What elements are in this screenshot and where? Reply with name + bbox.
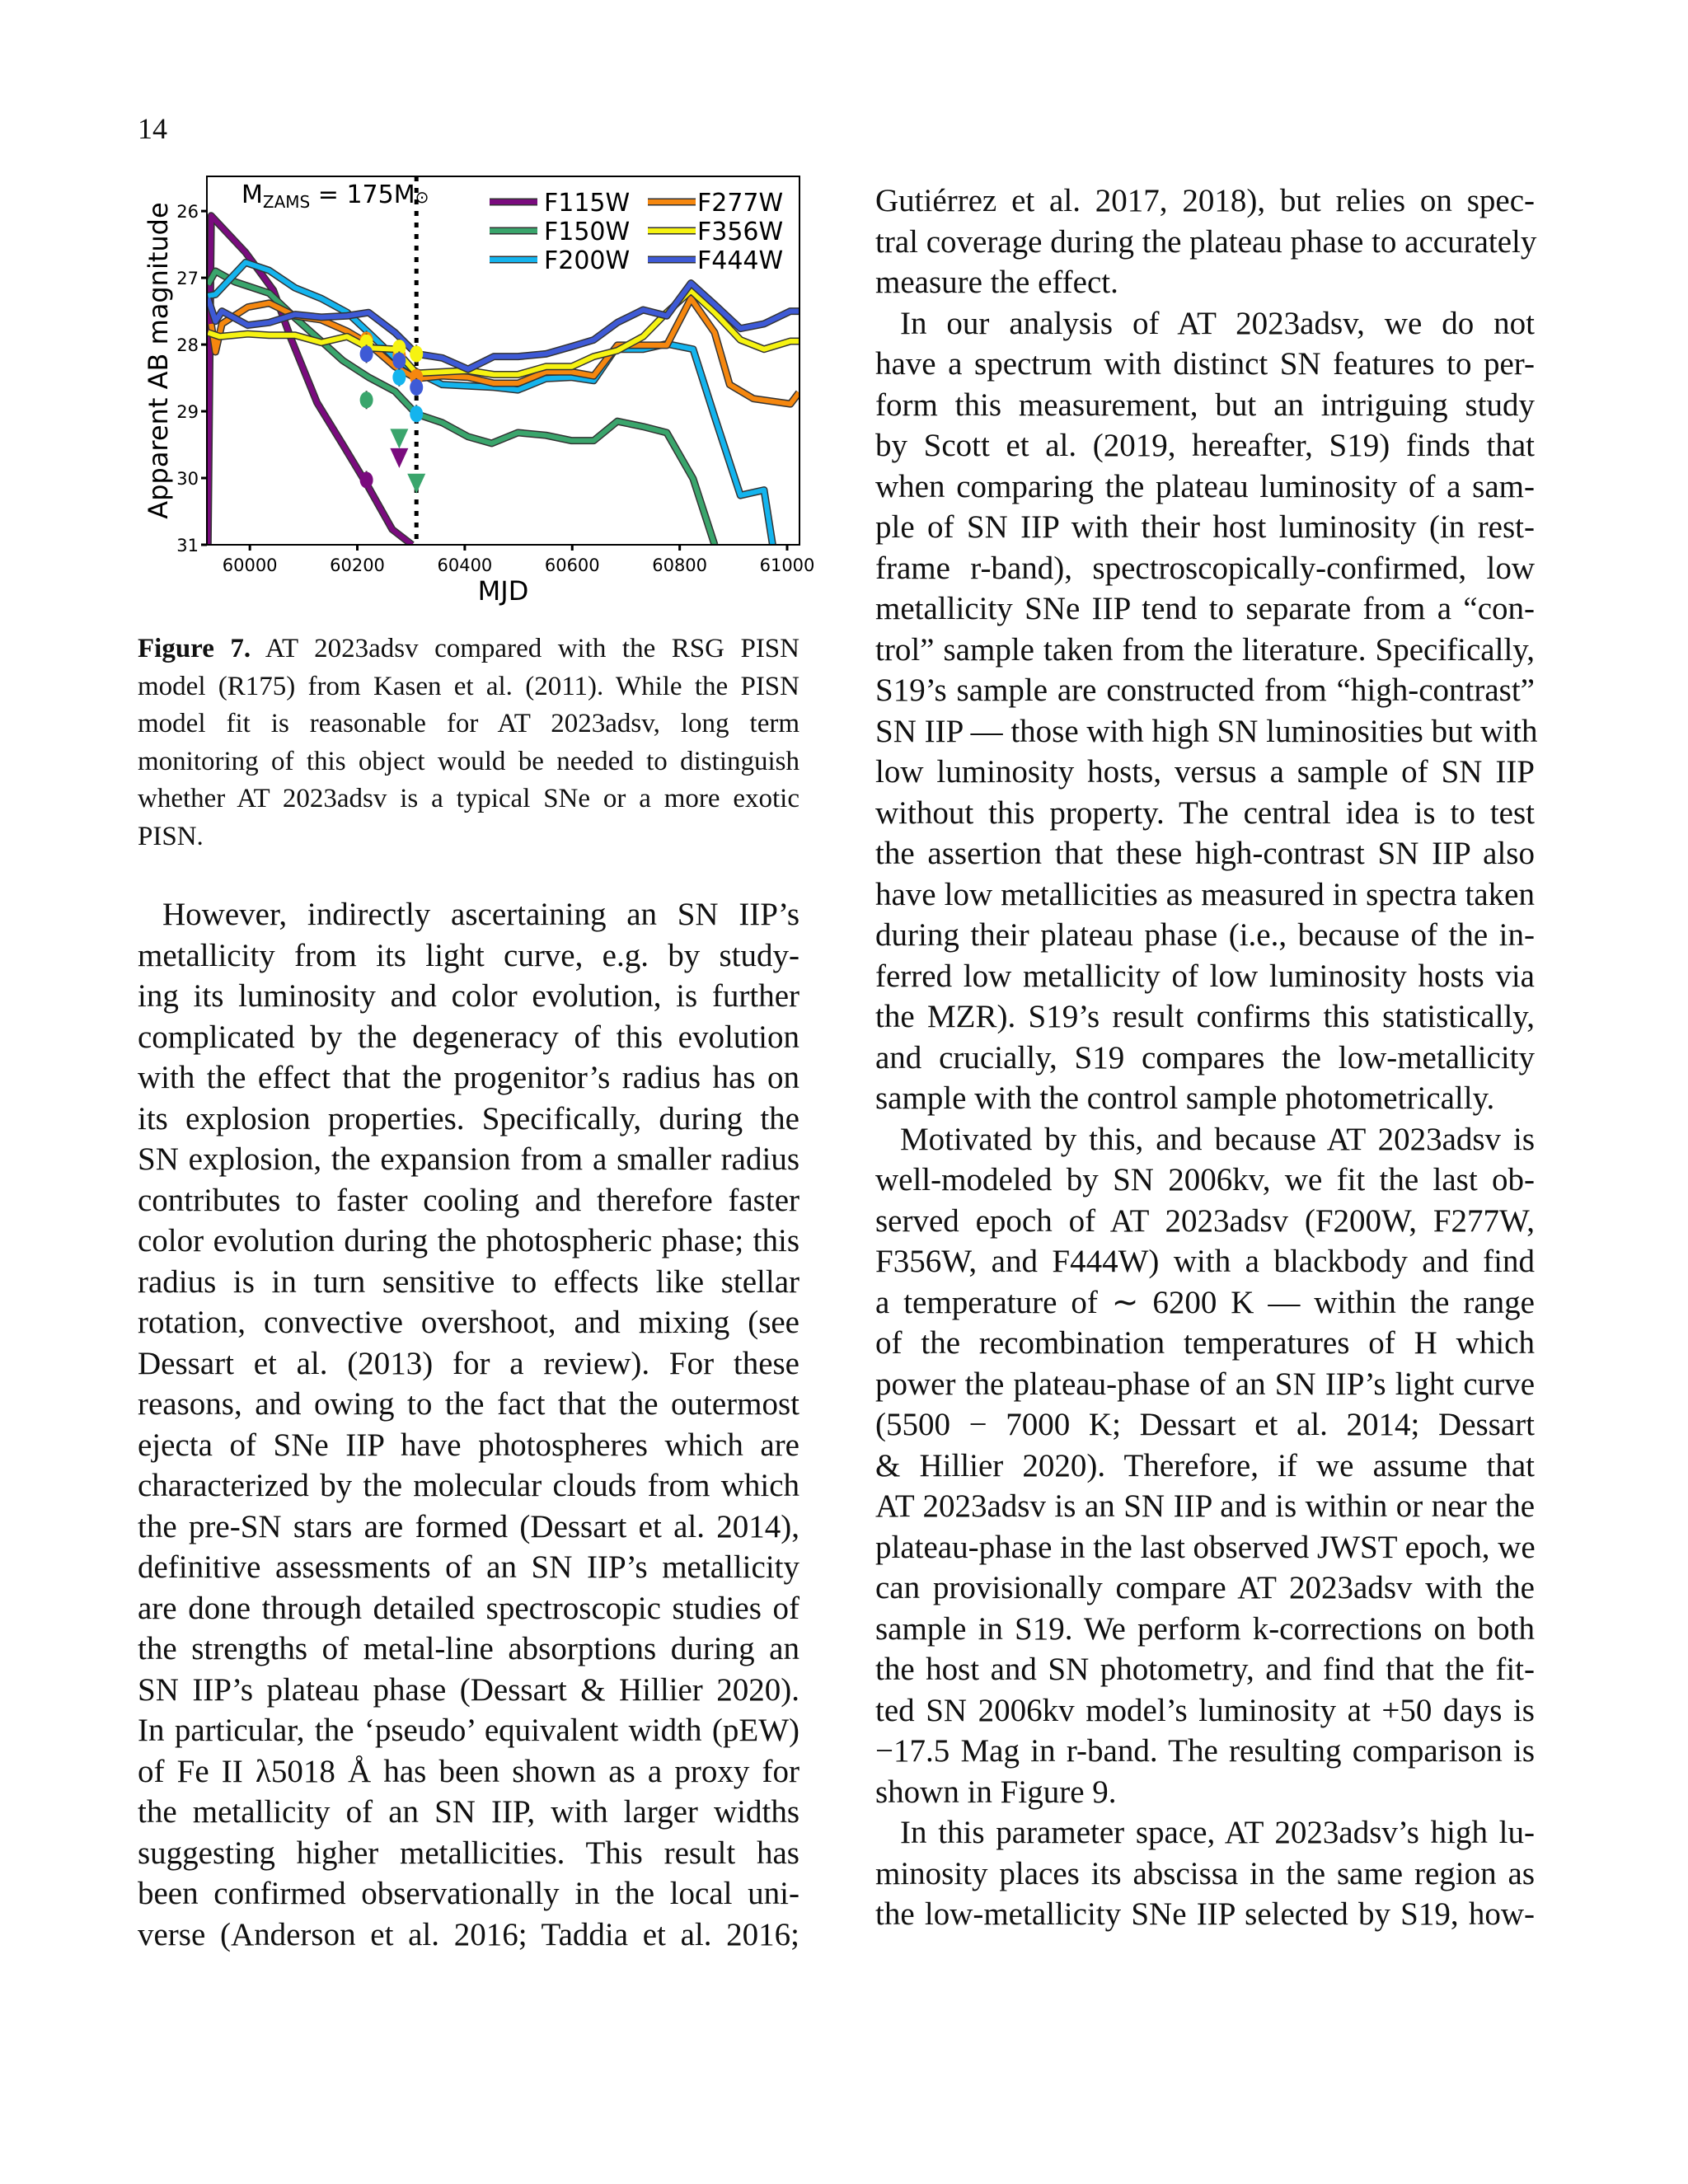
caption-line — [138, 818, 799, 856]
figure-caption — [138, 630, 799, 856]
legend-label-F115W: F115W — [544, 189, 631, 218]
text-line: tral coverage during the plateau phase to accurately — [875, 223, 1537, 260]
annotation-part: ZAMS — [262, 192, 311, 212]
text-line: and crucially, S19 compares the low-metallicity — [875, 1039, 1535, 1076]
text-line: power the plateau-phase of an SN IIP’s light curve — [875, 1366, 1535, 1402]
text-line: form this measurement, but an intriguing study — [875, 387, 1535, 423]
y-tick-label: 28 — [176, 335, 199, 356]
x-tick-label: 60000 — [222, 555, 278, 575]
y-tick-label: 31 — [176, 536, 199, 555]
legend-label-F444W: F444W — [697, 246, 784, 275]
text-line: SN IIP’s plateau phase (Dessart & Hillier 2020). — [138, 1671, 799, 1708]
text-line: metallicity SNe IIP tend to separate from a “con- — [875, 591, 1535, 626]
text-line: radius is in turn sensitive to effects like stellar — [138, 1263, 799, 1300]
text-line: F356W, and F444W) with a blackbody and find — [875, 1244, 1535, 1279]
x-tick-label: 60800 — [652, 555, 708, 575]
text-line: contributes to faster cooling and therefore faster — [138, 1182, 799, 1218]
text-line: minosity places its abscissa in the same region as — [875, 1855, 1535, 1891]
caption-line — [138, 780, 799, 818]
x-tick-label: 60400 — [437, 555, 493, 575]
data-point-F444W — [392, 353, 406, 369]
text-line: served epoch of AT 2023adsv (F200W, F277W, — [875, 1202, 1535, 1239]
mass-annotation — [241, 180, 429, 212]
upper-limit-F150W — [390, 429, 408, 448]
text-line: trol” sample taken from the literature. Specifically, — [875, 631, 1535, 668]
text-line: the low-metallicity SNe IIP selected by S19, how- — [875, 1896, 1535, 1932]
text-line: ple of SN IIP with their host luminosity (in rest- — [875, 509, 1535, 545]
text-line: the strengths of metal-line absorptions during an — [138, 1631, 799, 1666]
text-line: rotation, convective overshoot, and mixing (see — [138, 1305, 799, 1340]
text-line: Dessart et al. (2013) for a review). For these — [138, 1345, 799, 1381]
text-line: & Hillier 2020). Therefore, if we assume that — [875, 1447, 1535, 1483]
text-line: a temperature of ∼ 6200 K — within the range — [875, 1284, 1535, 1320]
text-line: during their plateau phase (i.e., because of the in- — [875, 917, 1535, 953]
annotation-part: = 175M — [310, 180, 415, 209]
text-line: the metallicity of an SN IIP, with larger widths — [138, 1794, 799, 1830]
text-line: its explosion properties. Specifically, during the — [138, 1100, 799, 1137]
x-tick-label: 60200 — [330, 555, 385, 575]
text-line: sample in S19. We perform k-corrections on both — [875, 1610, 1535, 1647]
text-line: of Fe II λ5018 Å has been shown as a proxy for — [138, 1753, 799, 1789]
text-line: well-modeled by SN 2006kv, we fit the last ob- — [875, 1162, 1535, 1197]
text-line: shown in Figure 9. — [875, 1774, 1117, 1810]
right-column-text — [875, 180, 1538, 1935]
text-line: sample with the control sample photometrically. — [875, 1080, 1495, 1116]
text-line: been confirmed observationally in the local uni- — [138, 1876, 799, 1911]
data-point-F150W — [360, 391, 373, 408]
left-column-text — [138, 894, 799, 1955]
caption-text: PISN. — [138, 821, 204, 851]
text-line: (5500 − 7000 K; Dessart et al. 2014; Dessart — [875, 1407, 1535, 1442]
text-line: the pre-SN stars are formed (Dessart et al. 2014), — [138, 1508, 799, 1544]
caption-line — [138, 743, 799, 781]
y-tick-label: 26 — [176, 202, 199, 223]
annotation-part: ⊙ — [415, 187, 429, 207]
caption-label: Figure 7. — [138, 634, 251, 663]
data-point-F200W — [392, 369, 406, 386]
y-tick-label: 30 — [176, 469, 199, 490]
caption-line — [138, 705, 799, 743]
text-line: metallicity from its light curve, e.g. by study- — [138, 937, 799, 973]
caption-text: model fit is reasonable for AT 2023adsv, long term — [138, 709, 799, 739]
text-line: S19’s sample are constructed from “high-contrast” — [875, 673, 1535, 708]
text-line: However, indirectly ascertaining an SN IIP’s — [162, 897, 799, 932]
data-point-F444W — [360, 345, 373, 362]
text-line: can provisionally compare AT 2023adsv with the — [875, 1570, 1535, 1605]
text-line: of the recombination temperatures of H which — [875, 1325, 1535, 1361]
text-line: by Scott et al. (2019, hereafter, S19) finds that — [875, 428, 1535, 463]
text-line: measure the effect. — [875, 265, 1118, 300]
caption-text: model (R175) from Kasen et al. (2011). While the PISN — [138, 671, 799, 701]
text-line: SN IIP — those with high SN luminosities but with — [875, 713, 1538, 749]
text-line: the host and SN photometry, and find that the fit- — [875, 1652, 1535, 1687]
text-line: AT 2023adsv is an SN IIP and is within or near the — [875, 1488, 1535, 1524]
caption-text: whether AT 2023adsv is a typical SNe or a more exotic — [138, 784, 799, 814]
text-line: −17.5 Mag in r-band. The resulting comparison is — [875, 1733, 1535, 1769]
y-axis-label: Apparent AB magnitude — [143, 202, 174, 519]
text-line: have a spectrum with distinct SN features to per- — [875, 346, 1535, 382]
page-number: 14 — [138, 112, 167, 145]
text-line: color evolution during the photospheric phase; this — [138, 1223, 799, 1258]
text-line: complicated by the degeneracy of this evolution — [138, 1019, 799, 1055]
text-line: low luminosity hosts, versus a sample of SN IIP — [875, 754, 1535, 790]
data-point-F444W — [410, 379, 423, 396]
text-line: the assertion that these high-contrast SN IIP also — [875, 836, 1535, 871]
caption-line — [138, 630, 799, 668]
caption-line — [138, 668, 799, 706]
data-point-F200W — [410, 405, 423, 422]
data-point-F115W — [360, 471, 373, 488]
text-line: with the effect that the progenitor’s radius has on — [138, 1060, 799, 1095]
text-line: Gutiérrez et al. 2017, 2018), but relies on spec- — [875, 183, 1535, 218]
legend-label-F356W: F356W — [697, 218, 784, 246]
text-line: the MZR). S19’s result confirms this statistically, — [875, 999, 1535, 1034]
x-axis-label: MJD — [477, 575, 529, 607]
upper-limit-F115W — [390, 448, 408, 468]
text-line: ing its luminosity and color evolution, is further — [138, 978, 799, 1014]
text-line: ejecta of SNe IIP have photospheres which are — [138, 1427, 799, 1463]
text-line: characterized by the molecular clouds from which — [138, 1468, 799, 1503]
text-line: have low metallicities as measured in spectra taken — [875, 876, 1535, 912]
legend-label-F200W: F200W — [544, 246, 631, 275]
text-line: without this property. The central idea is to test — [875, 794, 1535, 831]
text-line: Motivated by this, and because AT 2023adsv is — [900, 1121, 1535, 1157]
text-line: when comparing the plateau luminosity of a sam- — [875, 468, 1535, 504]
text-line: ted SN 2006kv model’s luminosity at +50 days is — [875, 1692, 1535, 1728]
text-line: In this parameter space, AT 2023adsv’s high lu- — [900, 1815, 1535, 1850]
caption-text: AT 2023adsv compared with the RSG PISN — [251, 634, 799, 663]
text-line: are done through detailed spectroscopic studies of — [138, 1590, 799, 1626]
text-line: frame r-band), spectroscopically-confirmed, low — [875, 550, 1535, 586]
text-line: suggesting higher metallicities. This result has — [138, 1835, 799, 1871]
x-tick-label: 60600 — [544, 555, 600, 575]
text-line: definitive assessments of an SN IIP’s metallicity — [138, 1549, 799, 1585]
text-line: reasons, and owing to the fact that the outermost — [138, 1386, 799, 1422]
x-tick-label: 61000 — [759, 555, 815, 575]
y-tick-label: 27 — [176, 269, 199, 289]
text-line: In particular, the ‘pseudo’ equivalent width (pEW) — [138, 1713, 799, 1748]
legend-label-F277W: F277W — [697, 189, 784, 218]
text-line: SN explosion, the expansion from a smaller radius — [138, 1141, 799, 1177]
caption-text: monitoring of this object would be needed to distinguish — [138, 746, 799, 776]
text-line: In our analysis of AT 2023adsv, we do not — [900, 305, 1535, 341]
y-tick-label: 29 — [176, 402, 199, 423]
text-line: plateau-phase in the last observed JWST epoch, we — [875, 1529, 1536, 1565]
text-line: ferred low metallicity of low luminosity hosts via — [875, 958, 1535, 994]
upper-limit-F150W — [407, 474, 425, 494]
legend-label-F150W: F150W — [544, 218, 631, 246]
text-line: verse (Anderson et al. 2016; Taddia et al. 2016; — [138, 1916, 799, 1952]
data-point-F356W — [410, 345, 423, 362]
annotation-part: M — [241, 180, 263, 209]
